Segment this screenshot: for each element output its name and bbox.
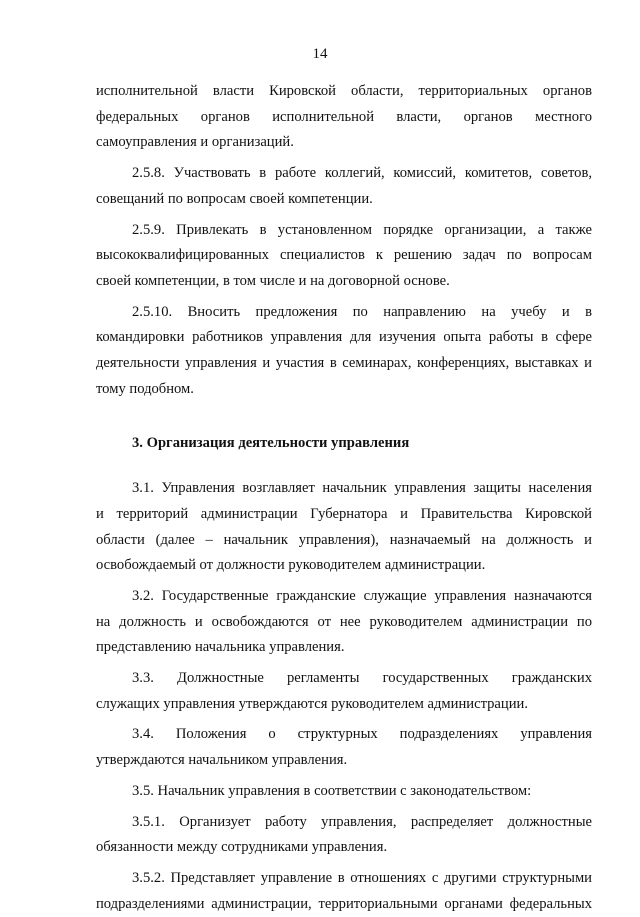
text-line: деятельности управления и участия в семинарах, конференциях, выставках и xyxy=(96,355,592,372)
document-body xyxy=(96,79,592,917)
text-line: области (далее – начальник управления), назначаемый на должность и xyxy=(96,531,592,548)
text-line: исполнительной власти Кировской области, территориальных органов xyxy=(96,83,592,99)
text-line: командировки работников управления для изучения опыта работы в сфере xyxy=(96,329,592,346)
text-line: на должность и освобождаются от нее руководителем администрации по xyxy=(96,613,592,630)
paragraph-3-1 xyxy=(96,476,592,579)
paragraph-2-5-8 xyxy=(96,161,592,212)
text-line: совещаний по вопросам своей компетенции. xyxy=(96,190,373,207)
text-line: 3.5.2. Представляет управление в отношениях с другими структурными xyxy=(132,869,592,886)
text-line: и территорий администрации Губернатора и Правительства Кировской xyxy=(96,505,592,522)
text-line: 2.5.9. Привлекать в установленном порядке организации, а также xyxy=(132,221,592,238)
text-line: освобождаемый от должности руководителем администрации. xyxy=(96,557,486,574)
text-line: высококвалифицированных специалистов к решению задач по вопросам xyxy=(96,247,592,264)
text-line: 2.5.10. Вносить предложения по направлению на учебу и в xyxy=(132,303,592,320)
text-line: служащих управления утверждаются руководителем администрации. xyxy=(96,695,528,712)
text-line: 3.5. Начальник управления в соответствии с законодательством: xyxy=(132,782,532,799)
paragraph-3-2 xyxy=(96,584,592,661)
text-line: подразделениями администрации, территориальными органами федеральных xyxy=(96,895,592,912)
paragraph-2-5-10 xyxy=(96,300,592,403)
text-line: представлению начальника управления. xyxy=(96,639,345,656)
section-heading: 3. Организация деятельности управления xyxy=(132,435,410,452)
text-line: самоуправления и организаций. xyxy=(96,134,294,151)
text-line: 3.1. Управления возглавляет начальник управления защиты населения xyxy=(132,480,592,497)
text-line: 3.3. Должностные регламенты государственных гражданских xyxy=(132,670,592,687)
text-line: тому подобном. xyxy=(96,380,194,397)
text-line: утверждаются начальником управления. xyxy=(96,752,348,769)
text-line: федеральных органов исполнительной власти, органов местного xyxy=(96,108,592,125)
text-line: обязанности между сотрудниками управления. xyxy=(96,839,388,856)
text-line: 2.5.8. Участвовать в работе коллегий, комиссий, комитетов, советов, xyxy=(132,165,592,182)
paragraph-3-5-1 xyxy=(96,810,592,861)
page-number: 14 xyxy=(312,46,328,62)
text-line: 3.2. Государственные гражданские служащие управления назначаются xyxy=(132,587,592,604)
text-line: 3.5.1. Организует работу управления, распределяет должностные xyxy=(132,813,592,830)
paragraph-3-5 xyxy=(96,779,592,805)
text-line: 3.4. Положения о структурных подразделениях управления xyxy=(132,726,592,743)
paragraph-2-5-9 xyxy=(96,218,592,295)
paragraph-3-3 xyxy=(96,666,592,717)
text-line: своей компетенции, в том числе и на договорной основе. xyxy=(96,272,450,289)
paragraph-continuation xyxy=(96,79,592,156)
paragraph-3-5-2 xyxy=(96,866,592,917)
paragraph-3-4 xyxy=(96,722,592,773)
